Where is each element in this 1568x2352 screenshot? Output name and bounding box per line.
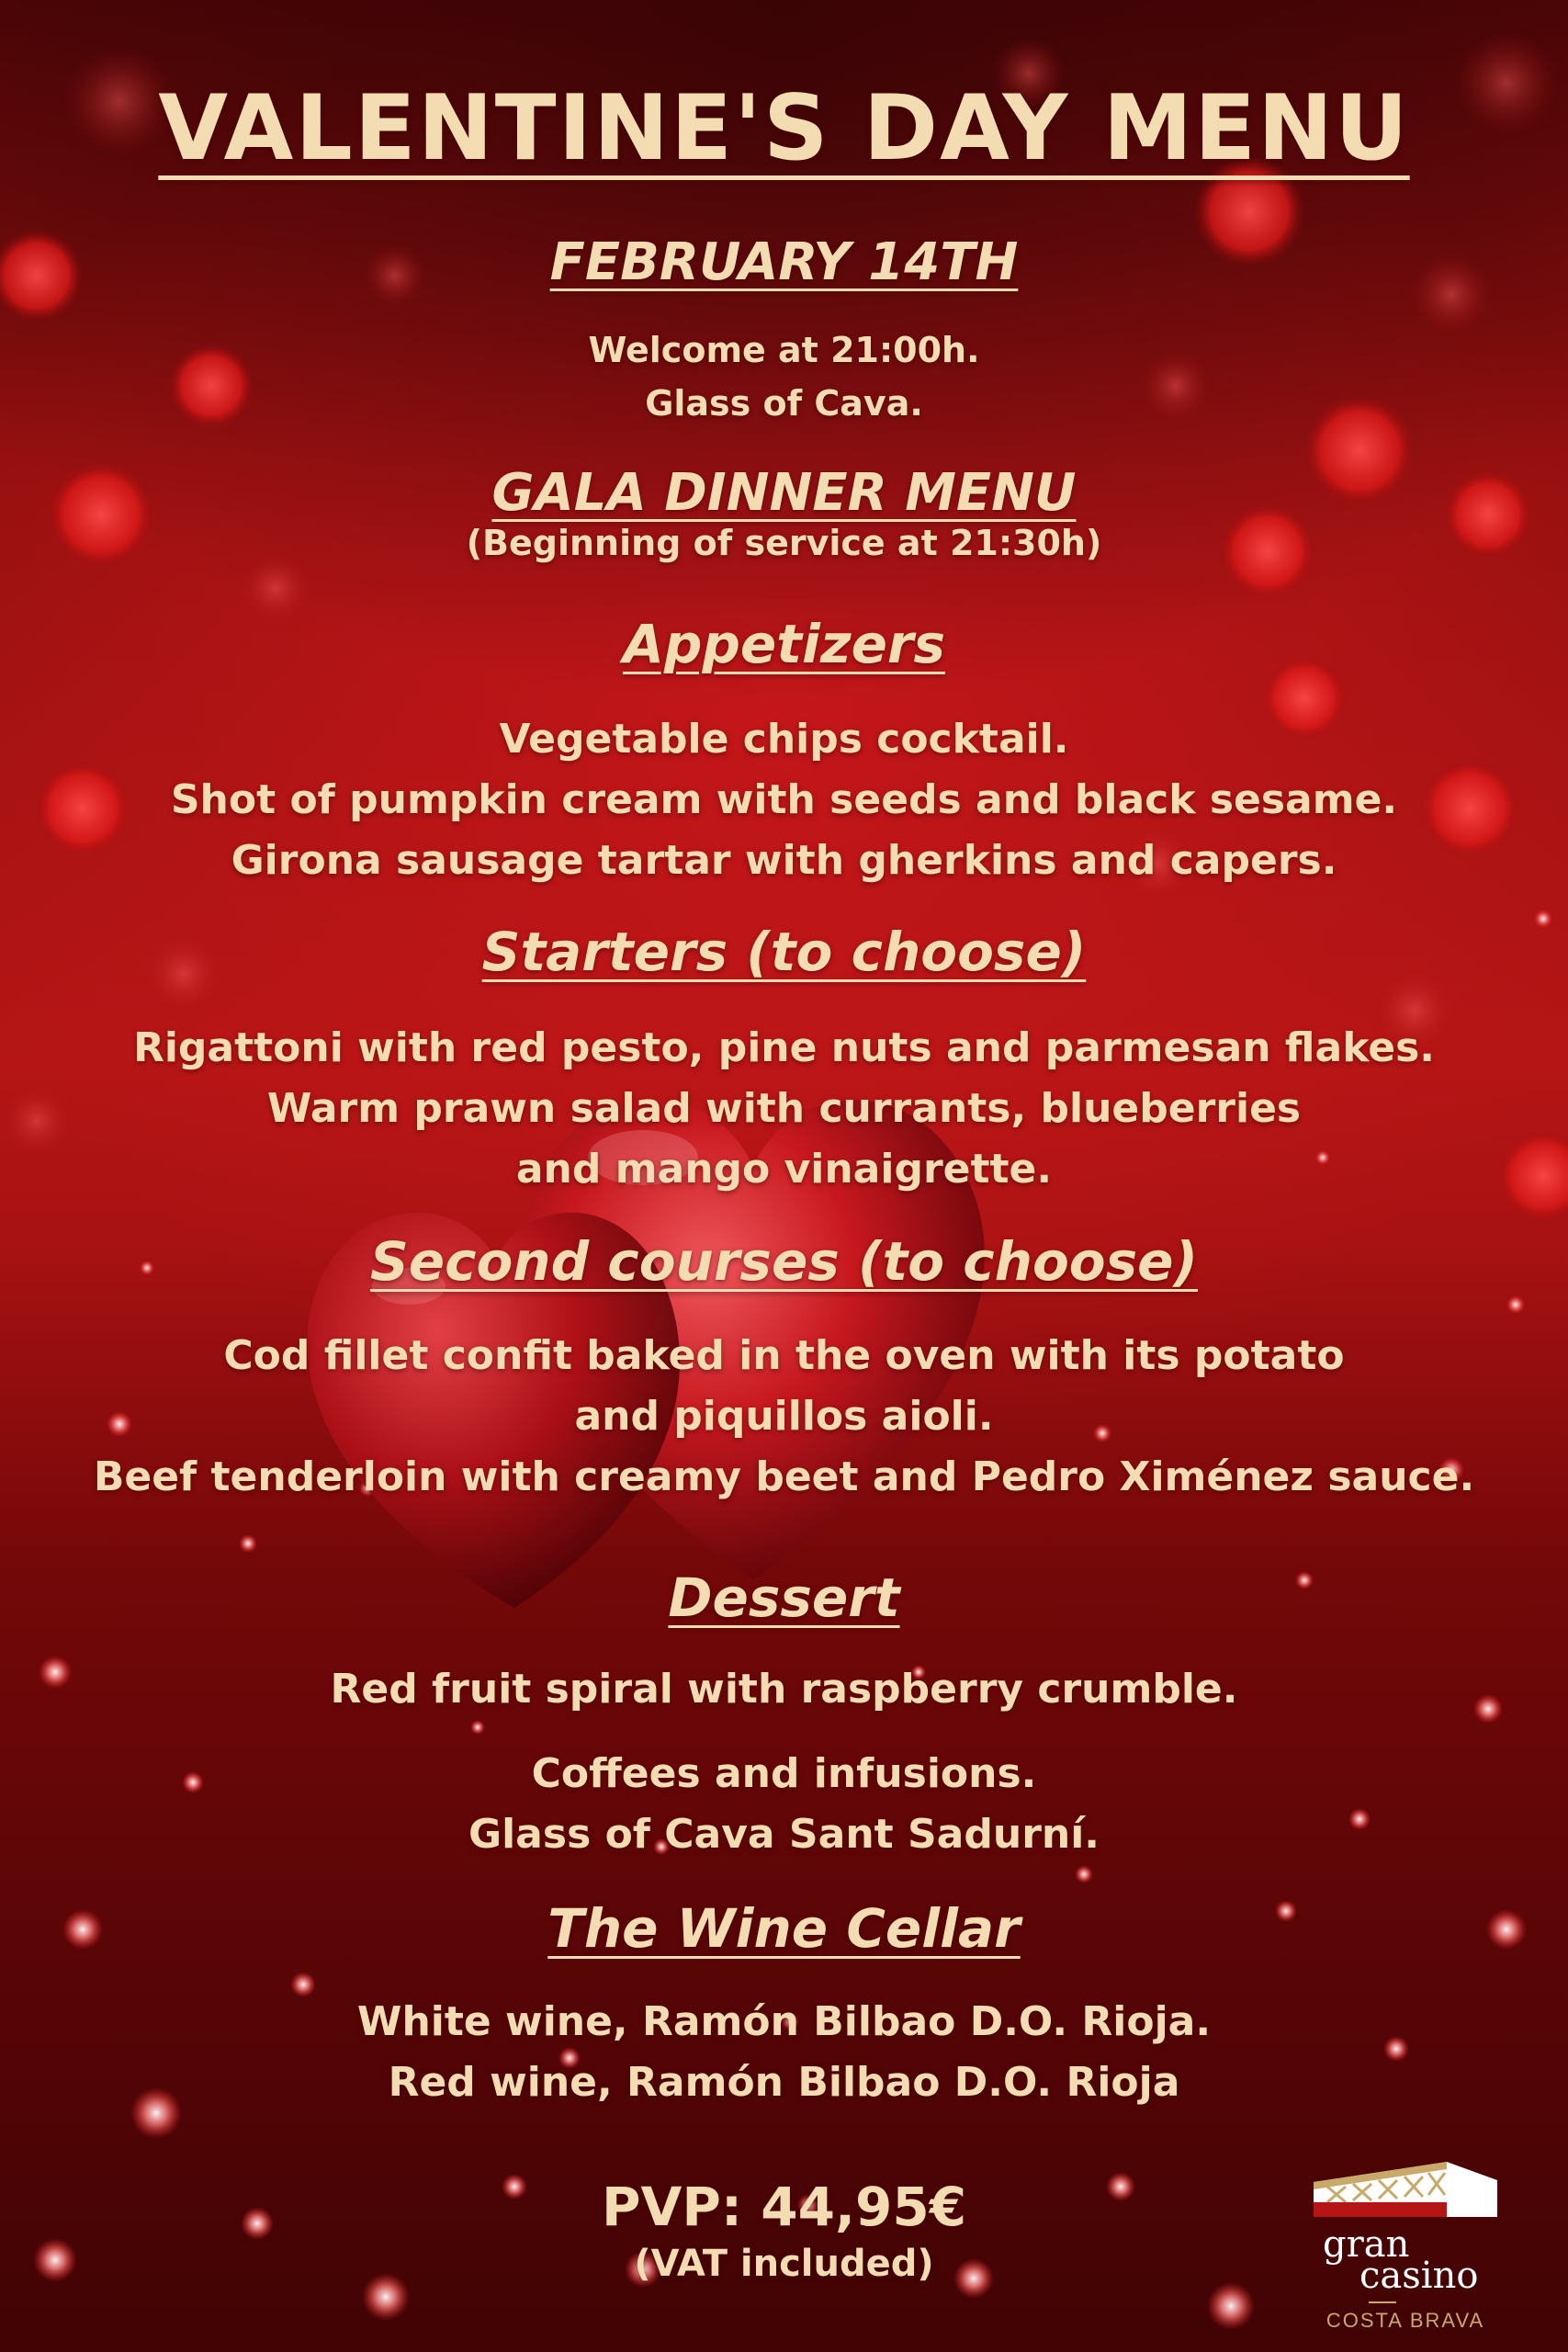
casino-logo: [1304, 2145, 1506, 2332]
dessert-list: [0, 1659, 1568, 1720]
gala-heading: GALA DINNER MENU: [491, 463, 1077, 523]
menu-item: Girona sausage tartar with gherkins and capers.: [231, 837, 1337, 884]
starters-block: [0, 921, 1568, 985]
menu-item: Red fruit spiral with raspberry crumble.: [330, 1666, 1238, 1713]
menu-item: Coffees and infusions.: [531, 1750, 1037, 1797]
appetizers-block: [0, 613, 1568, 677]
menu-item: Red wine, Ramón Bilbao D.O. Rioja: [388, 2059, 1180, 2106]
menu-item: and piquillos aioli.: [574, 1393, 994, 1440]
gala-block: [0, 462, 1568, 570]
menu-item: White wine, Ramón Bilbao D.O. Rioja.: [356, 1998, 1212, 2045]
appetizers-heading: Appetizers: [622, 613, 946, 675]
dessert-heading: Dessert: [668, 1566, 900, 1629]
welcome-block: [0, 323, 1568, 430]
menu-item: Vegetable chips cocktail.: [499, 716, 1069, 763]
wine-list: [0, 1992, 1568, 2113]
price-label: PVP: 44,95€: [601, 2176, 967, 2238]
second-courses-list: [0, 1326, 1568, 1508]
menu-item: Rigattoni with red pesto, pine nuts and parmesan flakes.: [132, 1024, 1436, 1071]
menu-item: Cod fillet confit baked in the oven with its potato: [223, 1332, 1345, 1379]
date-block: [0, 232, 1568, 293]
casino-logo-icon: [1309, 2145, 1502, 2219]
starters-heading: Starters (to choose): [481, 921, 1087, 983]
second-courses-heading: Second courses (to choose): [369, 1230, 1199, 1293]
price-note: (VAT included): [634, 2243, 934, 2285]
welcome-line: Glass of Cava.: [645, 383, 923, 424]
dessert-extras: [0, 1744, 1568, 1865]
logo-text-gran: gran: [1323, 2223, 1410, 2266]
menu-item: and mango vinaigrette.: [515, 1146, 1053, 1193]
logo-divider: [1369, 2301, 1396, 2303]
menu-item: Shot of pumpkin cream with seeds and black sesame.: [170, 776, 1398, 823]
starters-list: [0, 1018, 1568, 1200]
menu-item: Warm prawn salad with currants, blueberries: [266, 1085, 1302, 1132]
dessert-block: [0, 1566, 1568, 1631]
wine-heading: The Wine Cellar: [547, 1897, 1021, 1960]
logo-text-casino: casino: [1359, 2255, 1479, 2297]
welcome-line: Welcome at 21:00h.: [588, 330, 980, 370]
event-date: FEBRUARY 14TH: [549, 232, 1019, 292]
page-title: VALENTINE'S DAY MENU: [158, 76, 1410, 181]
logo-text-costa-brava: COSTA BRAVA: [1325, 2309, 1485, 2332]
wine-block: [0, 1897, 1568, 1962]
appetizers-list: [0, 709, 1568, 891]
menu-item: Glass of Cava Sant Sadurní.: [468, 1811, 1100, 1858]
menu-item: Beef tenderloin with creamy beet and Pedro Ximénez sauce.: [93, 1453, 1475, 1500]
gala-note: (Beginning of service at 21:30h): [466, 523, 1102, 564]
second-courses-block: [0, 1230, 1568, 1295]
title-block: [0, 75, 1568, 184]
